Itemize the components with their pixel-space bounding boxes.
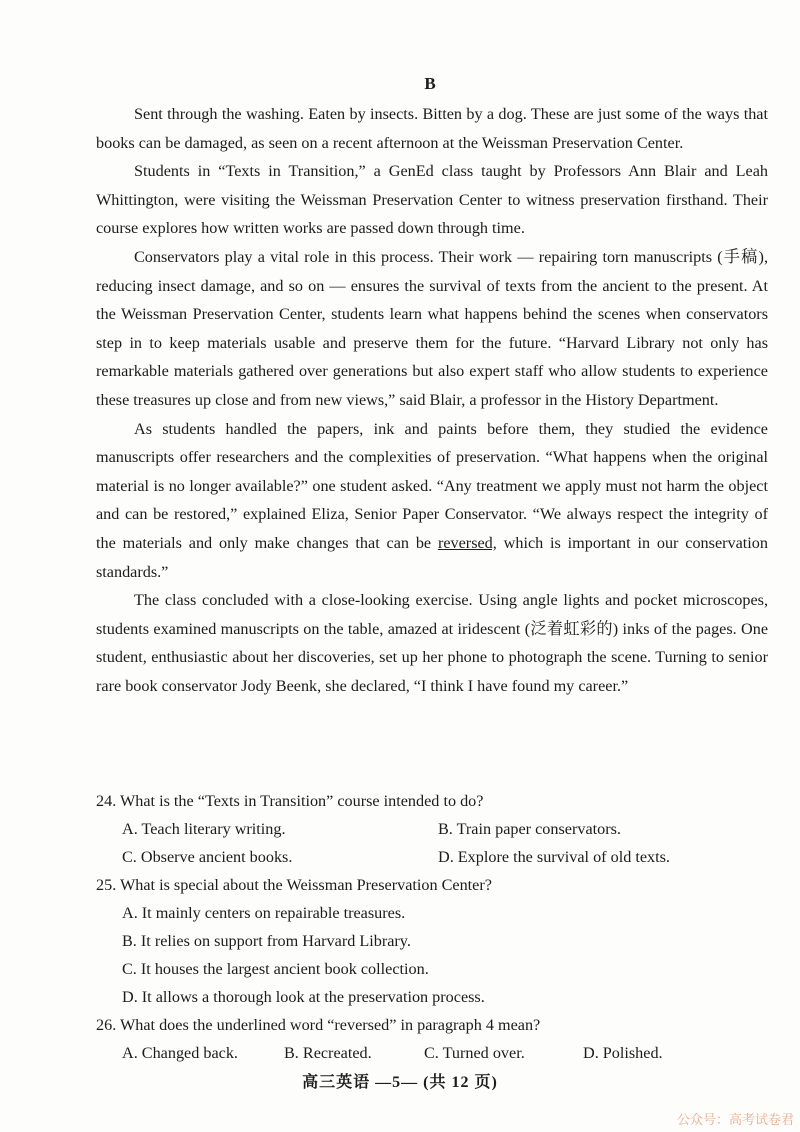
question-26-stem: 26. What does the underlined word “reversed” in paragraph 4 mean? — [96, 1016, 541, 1034]
question-24-option-c[interactable]: C. Observe ancient books. — [122, 848, 293, 866]
question-24-option-a[interactable]: A. Teach literary writing. — [122, 820, 286, 838]
section-heading: B — [424, 74, 436, 93]
page-footer: 高三英语 —5— (共 12 页) — [302, 1074, 498, 1091]
paragraph-3: Conservators play a vital role in this process. Their work — repairing torn manuscripts (手稿), reducing insect damage, and so on — ensures the survival of texts from the ancient to the present. At the Weissman Preservation Center, students learn what happens behind the scenes when conservators step in to keep materials usable and preserve them for the future. “Harvard Library not only has remarkable materials gathered over generations but also expert staff who allow students to experience these treasures up close and from new views,” said Blair, a professor in the History Department. — [96, 247, 768, 409]
question-25-option-d[interactable]: D. It allows a thorough look at the preservation process. — [122, 988, 485, 1006]
question-26-option-a[interactable]: A. Changed back. — [122, 1044, 238, 1062]
question-24-option-d[interactable]: D. Explore the survival of old texts. — [438, 848, 670, 866]
paragraph-1: Sent through the washing. Eaten by insects. Bitten by a dog. These are just some of the ways that books can be damaged, as seen on a recent afternoon at the Weissman Preservation Center. — [96, 105, 768, 152]
question-24-option-b[interactable]: B. Train paper conservators. — [438, 820, 621, 838]
paragraph-2: Students in “Texts in Transition,” a GenEd class taught by Professors Ann Blair and Leah Whittington, were visiting the Weissman Preservation Center to witness preservation firsthand. Their course explores how written works are passed down through time. — [96, 162, 768, 238]
watermark: 公众号：高考试卷君 — [676, 1113, 794, 1128]
question-25-option-b[interactable]: B. It relies on support from Harvard Library. — [122, 932, 411, 950]
underlined-word: reversed, — [437, 533, 497, 552]
question-25-option-a[interactable]: A. It mainly centers on repairable treasures. — [122, 904, 406, 922]
paragraph-5: The class concluded with a close-looking exercise. Using angle lights and pocket microscopes, students examined manuscripts on the table, amazed at iridescent (泛着虹彩的) inks of the pages. One student, enthusiastic about her discoveries, set up her phone to photograph the scene. Turning to senior rare book conservator Jody Beenk, she declared, “I think I have found my career.” — [96, 591, 768, 695]
paragraph-4 — [96, 415, 768, 587]
question-25-option-c[interactable]: C. It houses the largest ancient book collection. — [122, 960, 429, 978]
paragraph-4-text-end: which is important in our conservation standards.” — [96, 533, 768, 581]
question-25-stem: 25. What is special about the Weissman Preservation Center? — [96, 876, 492, 894]
question-26-option-c[interactable]: C. Turned over. — [424, 1044, 525, 1062]
paragraph-4-text-start: As students handled the papers, ink and paints before them, they studied the evidence manuscripts offer researchers and the complexities of preservation. “What happens when the original material is no longer available?” one student asked. “Any treatment we apply must not harm the object and can be restored,” explained Eliza, Senior Paper Conservator. “We always respect the integrity of the materials and only make changes that can be — [96, 419, 768, 552]
question-26-option-d[interactable]: D. Polished. — [583, 1044, 663, 1062]
question-24-stem: 24. What is the “Texts in Transition” course intended to do? — [96, 792, 484, 810]
question-26-option-b[interactable]: B. Recreated. — [284, 1044, 372, 1062]
reading-passage — [96, 100, 768, 700]
